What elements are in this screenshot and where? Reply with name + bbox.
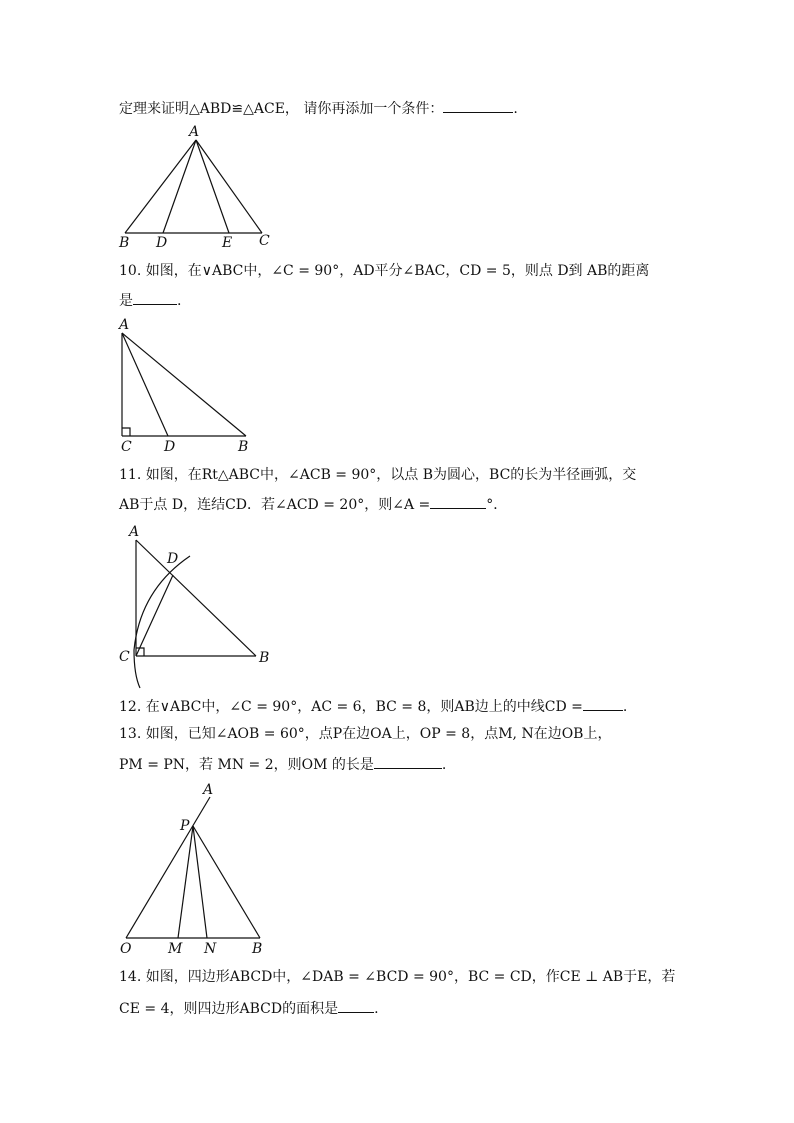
q11-label-a: A [129, 524, 140, 540]
q10-line2: 是 . [119, 290, 181, 310]
q13-label-b: B [252, 941, 263, 957]
q14-line1: 14. 如图，四边形ABCD中，∠DAB = ∠BCD = 90°，BC = CD，作CE ⊥ AB于E，若 [119, 969, 676, 985]
q10-label-d: D [164, 439, 176, 455]
q9-label-d: D [156, 235, 168, 251]
q10-label-a: A [119, 317, 130, 333]
q13-label-n: N [204, 941, 217, 957]
q13-line1: 13. 如图，已知∠AOB = 60°，点P在边OA上，OP = 8，点M, N在边OB上， [119, 726, 612, 742]
q13-line2: PM = PN，若 MN = 2，则OM 的长是 . [119, 754, 446, 774]
q9-label-c: C [259, 233, 270, 249]
q11-label-c: C [119, 649, 130, 665]
q13-label-p: P [180, 818, 190, 834]
q13-label-a: A [203, 782, 214, 798]
q10-line1: 10. 如图，在∨ABC中，∠C = 90°，AD平分∠BAC，CD = 5，则点 D到 AB的距离 [119, 263, 650, 279]
q10-label-c: C [121, 439, 132, 455]
q9-label-e: E [222, 235, 233, 251]
q11-label-d: D [167, 551, 179, 567]
q11-line2: AB于点 D，连结CD．若∠ACD = 20°，则∠A = °． [119, 494, 507, 514]
q9-label-b: B [119, 235, 130, 251]
q14-answer-blank[interactable] [338, 998, 374, 1013]
q14-line2: CE = 4，则四边形ABCD的面积是 . [119, 998, 379, 1018]
q9-text: 定理来证明△ABD≌△ACE， 请你再添加一个条件： . [119, 98, 518, 118]
q11-label-b: B [259, 650, 270, 666]
q13-label-m: M [168, 941, 183, 957]
q12-line1: 12. 在∨ABC中，∠C = 90°，AC = 6，BC = 8，则AB边上的中线CD = . [119, 696, 627, 716]
q10-label-b: B [238, 439, 249, 455]
q13-label-o: O [120, 941, 132, 957]
q9-label-a: A [189, 124, 200, 140]
q11-line1: 11. 如图，在Rt△ABC中，∠ACB = 90°，以点 B为圆心，BC的长为半径画弧，交 [119, 467, 637, 483]
